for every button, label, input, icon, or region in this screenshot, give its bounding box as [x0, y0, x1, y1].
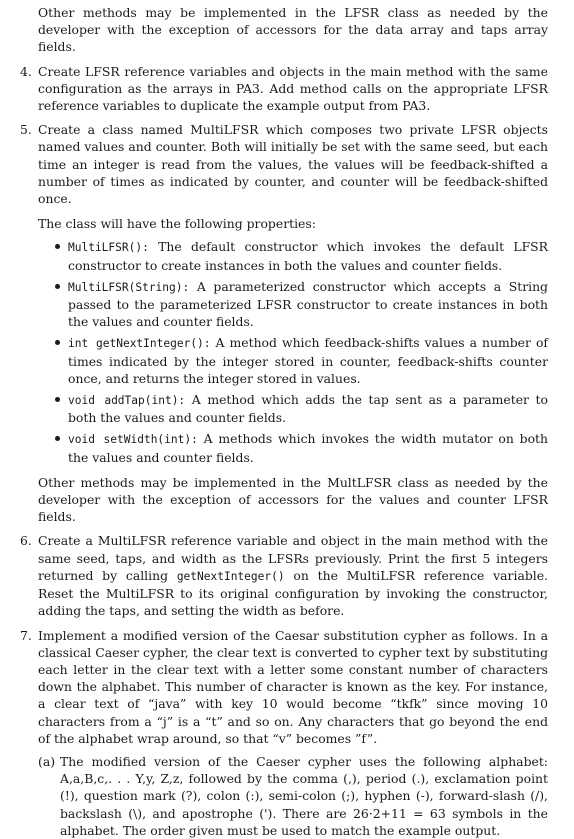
list-item-6 [20, 532, 548, 619]
method-description: A methods which invokes the width mutator on both the values and counter fields. [68, 431, 548, 465]
sub-item-a [38, 753, 548, 839]
item-number: 4. [20, 63, 32, 79]
method-description: A parameterized constructor which accepts a String passed to the parameterized LFSR constructor to create instances in both the values and counter fields. [68, 278, 548, 330]
list-item-5 [20, 121, 548, 525]
sub-item-text: The modified version of the Caeser cypher uses the following alphabet: A,a,B,c,. . . Y,y, Z,z, followed by the comma (,), period (.), exclamation point (!), question mark (?), colon (:), semi-colon (;), hyphen (-), forward-slash (/), backslash (\), and apostrophe ('). There are 26·2+11 = 63 symbols in the alphabet. The order given must be used to match the example output. [60, 753, 548, 838]
intro-paragraph: Other methods may be implemented in the LFSR class as needed by the developer with the exception of accessors for the data array and taps array fields. [38, 5, 548, 55]
properties-intro: The class will have the following properties: [38, 216, 316, 232]
item-text: Create a class named MultiLFSR which composes two private LFSR objects named values and counter. Both will initially be set with the same seed, but each time an integer is read from the values, the values will be feedback-shifted a number of times as indicated by counter, and counter will be feedback-shifted once. [38, 122, 548, 207]
item-number: 5. [20, 122, 32, 138]
method-signature: MultiLFSR(): [68, 241, 149, 255]
list-item [68, 391, 548, 426]
item-text: Create LFSR reference variables and objects in the main method with the same configuration as the arrays in PA3. Add method calls on the appropriate LFSR reference variables to duplicate the example output from PA3. [38, 63, 548, 114]
method-description: A method which feedback-shifts values a number of times indicated by the integer stored in counter, feedback-shifts counter once, and returns the integer stored in values. [68, 335, 548, 386]
method-signature: void setWidth(int): [68, 433, 198, 447]
method-signature: int getNextInteger(): [68, 337, 211, 351]
item-number: 7. [20, 627, 32, 643]
item-number: 6. [20, 533, 32, 549]
method-call: getNextInteger() [176, 569, 285, 583]
property-list [38, 238, 548, 465]
list-item-4 [20, 63, 548, 115]
method-signature: MultiLFSR(String): [68, 280, 190, 294]
method-signature: void addTap(int): [68, 394, 186, 408]
text-segment: Create a MultiLFSR reference variable and object in the main method with the same seed, taps, and width as the LFSRs previously. Print the first 5 integers returned by calling [38, 533, 548, 583]
sub-item-label: (a) [38, 753, 56, 769]
list-item-7 [20, 627, 548, 839]
list-item [68, 430, 548, 465]
list-item [68, 278, 548, 331]
method-description: A method which adds the tap sent as a parameter to both the values and counter fields. [68, 392, 548, 426]
item-text: Implement a modified version of the Caesar substitution cypher as follows. In a classical Caeser cypher, the clear text is converted to cypher text by substituting each letter in the clear text with a letter some constant number of characters down the alphabet. This number of character is known as the key. For instance, a clear text of “java” with key 10 would become “tkfk” since moving 10 characters from a “j” is a “t” and so on. Any characters that go beyond the end of the alphabet wrap around, so that “v” becomes ”f”. [38, 627, 548, 746]
list-item [68, 238, 548, 273]
item-text [38, 532, 548, 619]
closing-paragraph: Other methods may be implemented in the MultLFSR class as needed by the developer with the exception of accessors for the values and counter LFSR fields. [38, 474, 548, 525]
text-segment: on the MultiLFSR reference variable. Reset the MultiLFSR to its original configuration by invoking the constructor, adding the taps, and setting the width as before. [38, 567, 548, 619]
list-item [68, 334, 548, 387]
method-description: The default constructor which invokes the default LFSR constructor to create instances in both the values and counter fields. [68, 239, 548, 273]
